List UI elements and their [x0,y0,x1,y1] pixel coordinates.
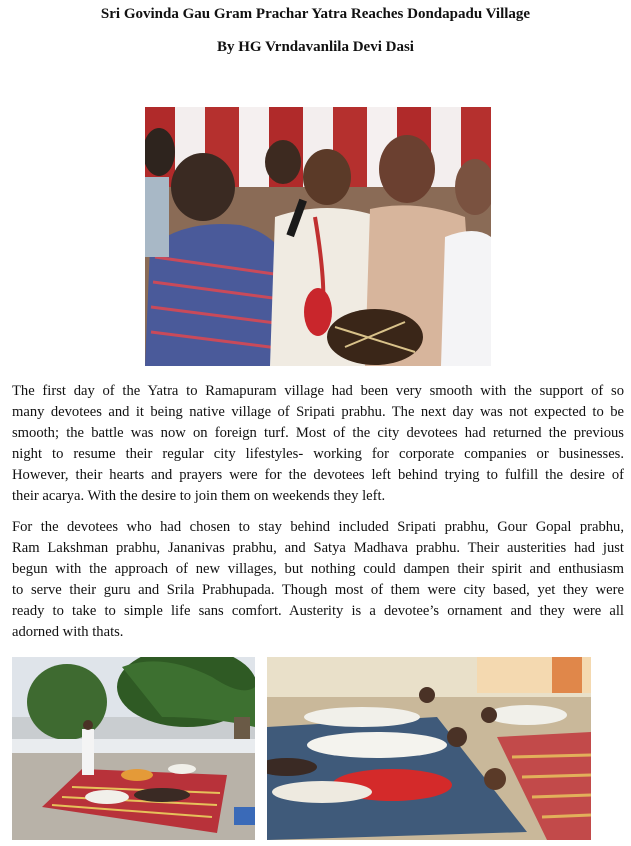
paragraph-2 [12,517,624,643]
paragraph-1-line: The first day of the Yatra to Ramapuram village had been very smooth with the support of so [12,383,624,399]
article-byline: By HG Vrndavanlila Devi Dasi [217,39,414,55]
paragraph-2-line: adorned with thats. [12,624,124,640]
paragraph-1-line: However, their hearts and prayers were for the devotees left behind trying to fulfill the desire of [12,467,624,483]
paragraph-1-line: smooth; the battle was now on foreign turf. Most of the city devotees had returned the previous [12,425,624,441]
rooftop-photo [12,657,255,840]
paragraph-2-line: ready to take to simple life sans comfort. Austerity is a devotee’s ornament and they were all [12,603,624,619]
paragraph-1-line: night to resume their regular city lifestyles- working for corporate companies or businesses. [12,446,624,462]
paragraph-1-line: many devotees and it being native village of Sripati prabhu. The next day was not expected to be [12,404,624,420]
paragraph-1 [12,381,624,507]
kirtan-photo [145,107,491,366]
paragraph-2-line: begun with the approach of new villages, but nothing could dampen their spirit and enthusiasm [12,561,624,577]
paragraph-2-line: Ram Lakshman prabhu, Jananivas prabhu, and Satya Madhava prabhu. Their austerities had just [12,540,624,556]
paragraph-2-line: to serve their guru and Srila Prabhupada. Though most of them were city based, yet they were [12,582,624,598]
paragraph-1-line: their acarya. With the desire to join them on weekends they left. [12,488,386,504]
paragraph-2-line: For the devotees who had chosen to stay behind included Sripati prabhu, Gour Gopal prabhu, [12,519,624,535]
resting-devotees-photo [267,657,591,840]
article-title: Sri Govinda Gau Gram Prachar Yatra Reaches Dondapadu Village [100,6,531,22]
